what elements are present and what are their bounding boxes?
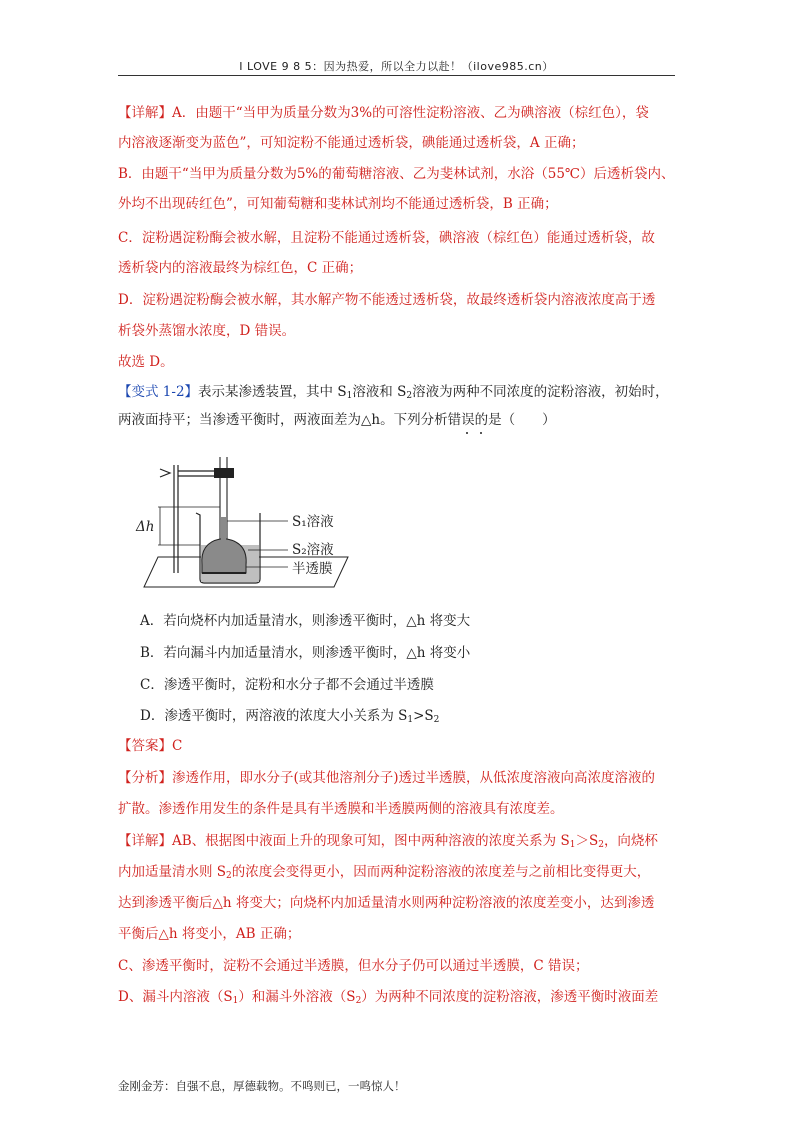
- question-line2: 两液面持平；当渗透平衡时，两液面差为△h。下列分析错误的是（ ）: [118, 412, 556, 428]
- option-b: B．若向漏斗内加适量清水，则渗透平衡时，△h 将变小: [140, 645, 471, 661]
- detail2-line3: 达到渗透平衡后△h 将变大；向烧杯内加适量清水则两种淀粉溶液的浓度差变小，达到渗透: [118, 895, 655, 911]
- delta-h-label: Δh: [136, 519, 155, 535]
- detail1-line6: 透析袋内的溶液最终为棕红色，C 正确；: [118, 260, 363, 276]
- header-divider: [118, 75, 675, 76]
- answer-tag: 【答案】: [118, 738, 172, 754]
- detail1-conclusion: 故选 D。: [118, 354, 174, 370]
- clamp-screw: [160, 469, 170, 477]
- detail-tag: 【详解】: [118, 105, 172, 121]
- detail1-line7: D．淀粉遇淀粉酶会被水解，其水解产物不能透过透析袋，故最终透析袋内溶液浓度高于透: [118, 292, 656, 308]
- clamp-block: [214, 468, 234, 478]
- detail1-line2: 内溶液逐渐变为蓝色”，可知淀粉不能通过透析袋，碘能通过透析袋，A 正确；: [118, 135, 585, 151]
- detail2-line1: 【详解】AB、根据图中液面上升的现象可知，图中两种溶液的浓度关系为 $S_1>S_2$，向烧杯: [118, 833, 658, 850]
- s1-label: S₁溶液: [292, 514, 334, 530]
- membrane-label: 半透膜: [292, 561, 333, 577]
- detail1-line8: 析袋外蒸馏水浓度，D 错误。: [118, 323, 296, 339]
- detail2-line5: C、渗透平衡时，淀粉不会通过半透膜，但水分子仍可以通过半透膜，C 错误；: [118, 958, 589, 974]
- page-header: I LOVE 9 8 5：因为热爱，所以全力以赴！（ilove985.cn）: [239, 60, 554, 73]
- page-footer: 金刚金芳：自强不息，厚德载物。不鸣则已，一鸣惊人！: [118, 1079, 406, 1093]
- funnel-bulb-s1: [202, 539, 246, 573]
- option-c: C．渗透平衡时，淀粉和水分子都不会通过半透膜: [140, 677, 434, 693]
- analysis-line1: 【分析】渗透作用，即水分子(或其他溶剂分子)透过半透膜，从低浓度溶液向高浓度溶液的: [118, 770, 656, 786]
- emphasis-dot: [466, 432, 468, 434]
- detail1-line4: 外均不出现砖红色”，可知葡萄糖和斐林试剂均不能通过透析袋，B 正确；: [118, 196, 558, 212]
- question-line1: 【变式 1-2】表示某渗透装置，其中 $S_1$溶液和 $S_2$溶液为两种不同浓度的淀粉溶液，初始时，: [118, 384, 669, 401]
- s2-label: S₂溶液: [292, 542, 334, 558]
- detail2-line2: 内加适量清水则 $S_2$的浓度会变得更小，因而两种淀粉溶液的浓度差与之前相比变得更大，: [118, 864, 651, 881]
- analysis-line2: 扩散。渗透作用发生的条件是具有半透膜和半透膜两侧的溶液具有浓度差。: [118, 801, 564, 817]
- detail2-line6: D、漏斗内溶液$(S_1)$和漏斗外溶液$(S_2)$为两种不同浓度的淀粉溶液，渗透平衡时液面差: [118, 989, 659, 1006]
- option-a: A．若向烧杯内加适量清水，则渗透平衡时，△h 将变大: [140, 613, 471, 629]
- emphasis-dot: [480, 432, 482, 434]
- detail-tag: 【详解】: [118, 833, 172, 849]
- osmosis-apparatus-figure: [130, 455, 370, 595]
- analysis-tag: 【分析】: [118, 770, 172, 786]
- detail1-line1: 【详解】A．由题干“当甲为质量分数为3%的可溶性淀粉溶液、乙为碘溶液（棕红色），袋: [118, 105, 649, 121]
- tube-liquid-s1: [221, 517, 226, 541]
- detail2-line4: 平衡后△h 将变小，AB 正确；: [118, 926, 301, 942]
- answer-value: C: [172, 738, 183, 754]
- variant-tag: 【变式 1-2】: [118, 384, 199, 400]
- answer-line: [118, 736, 678, 756]
- option-d: D．渗透平衡时，两溶液的浓度大小关系为 $S_1>S_2$: [140, 708, 440, 725]
- detail1-line3: B．由题干“当甲为质量分数为5%的葡萄糖溶液、乙为斐林试剂，水浴（55℃）后透析袋内、: [118, 166, 675, 182]
- detail1-line5: C．淀粉遇淀粉酶会被水解，且淀粉不能通过透析袋，碘溶液（棕红色）能通过透析袋，故: [118, 230, 655, 246]
